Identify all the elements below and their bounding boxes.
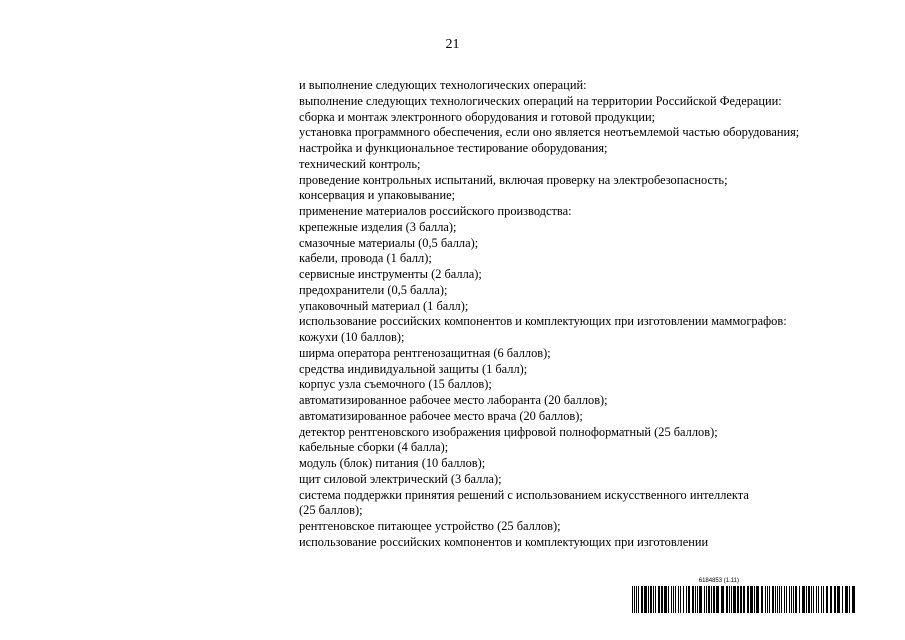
barcode-bar — [777, 586, 778, 613]
barcode-caption: 6184853 (1.11) — [698, 578, 739, 584]
barcode-bar — [661, 586, 663, 613]
barcode-bar — [671, 586, 672, 613]
barcode-bar — [680, 586, 681, 613]
barcode-bar — [756, 586, 759, 613]
barcode-bar — [721, 586, 724, 613]
barcode-bar — [852, 586, 855, 613]
barcode-bar — [653, 586, 654, 613]
barcode-bar — [830, 586, 832, 613]
text-line: упаковочный материал (1 балл); — [299, 298, 469, 313]
barcode-bar — [636, 586, 637, 613]
barcode-bar — [678, 586, 679, 613]
text-line: настройка и функциональное тестирование оборудования; — [299, 141, 608, 155]
barcode-bar — [688, 586, 690, 613]
text-line: модуль (блок) питания (10 баллов); — [299, 456, 486, 470]
barcode-bar — [726, 586, 728, 613]
barcode-block — [632, 578, 857, 614]
text-line: кабели, провода (1 балл); — [299, 251, 432, 266]
barcode-bar — [761, 586, 763, 613]
barcode-bar — [638, 586, 639, 613]
barcode-bar — [692, 586, 694, 613]
barcode-bar — [632, 586, 633, 613]
barcode-bar — [772, 586, 774, 613]
document-body — [299, 78, 889, 551]
barcode-bar — [806, 586, 807, 613]
text-line: использование российских компонентов и комплектующих при изготовлении маммографов: — [299, 314, 787, 329]
text-line: детектор рентгеновского изображения цифровой полноформатный (25 баллов); — [299, 424, 718, 439]
barcode-bar — [754, 586, 755, 613]
barcode-bar — [765, 586, 766, 613]
barcode-bar — [826, 586, 828, 613]
text-line: крепежные изделия (3 балла); — [299, 219, 457, 234]
barcode-bar — [695, 586, 696, 613]
text-line: технический контроль; — [299, 156, 421, 171]
text-line: щит силовой электрический (3 балла); — [299, 471, 502, 486]
barcode-bar — [699, 586, 702, 613]
text-line: выполнение следующих технологических операций на территории Российской Федерации: — [299, 93, 782, 108]
barcode-bar — [648, 586, 649, 613]
barcode-bar — [786, 586, 787, 613]
text-line: корпус узла съемочного (15 баллов); — [299, 377, 492, 392]
barcode-bar — [750, 586, 753, 613]
barcode-bar — [791, 586, 792, 613]
barcode-bar — [697, 586, 698, 613]
text-line: применение материалов российского производства: — [299, 204, 572, 218]
barcode-bar — [733, 586, 736, 613]
barcode-bar — [769, 586, 770, 613]
text-line: установка программного обеспечения, если оно является неотъемлемой частью оборудования; — [299, 125, 800, 140]
barcode-bar — [842, 586, 843, 613]
barcode-bar — [747, 586, 749, 613]
barcode-bar — [716, 586, 719, 613]
barcode-bar — [673, 586, 674, 613]
text-line: проведение контрольных испытаний, включая проверку на электробезопасность; — [299, 172, 728, 187]
barcode-bar — [849, 586, 850, 613]
barcode-image — [632, 586, 857, 613]
text-line: кожухи (10 баллов); — [299, 330, 405, 344]
text-line: средства индивидуальной защиты (1 балл); — [299, 361, 528, 376]
barcode-bar — [644, 586, 647, 613]
barcode-bar — [837, 586, 840, 613]
barcode-bar — [641, 586, 643, 613]
barcode-bar — [795, 586, 797, 613]
barcode-bar — [704, 586, 705, 613]
text-line: (25 баллов); — [299, 503, 363, 518]
barcode-bar — [821, 586, 822, 613]
barcode-bar — [650, 586, 652, 613]
text-line: сервисные инструменты (2 балла); — [299, 267, 482, 281]
barcode-bar — [743, 586, 745, 613]
text-line: сборка и монтаж электронного оборудования и готовой продукции; — [299, 109, 656, 124]
page-number: 21 — [445, 37, 460, 52]
barcode-bar — [781, 586, 782, 613]
text-line: использование российских компонентов и комплектующих при изготовлении — [299, 534, 709, 549]
barcode-bar — [711, 586, 712, 613]
barcode-bar — [675, 586, 676, 613]
barcode-bar — [767, 586, 768, 613]
text-line: автоматизированное рабочее место лаборанта (20 баллов); — [299, 393, 608, 407]
barcode-bar — [708, 586, 710, 613]
barcode-bar — [799, 586, 800, 613]
barcode-bar — [775, 586, 776, 613]
barcode-bar — [683, 586, 684, 613]
barcode-bar — [845, 586, 848, 613]
text-line: рентгеновское питающее устройство (25 баллов); — [299, 519, 561, 533]
text-line: и выполнение следующих технологических операций: — [299, 78, 587, 92]
barcode-bar — [658, 586, 660, 613]
barcode-bar — [802, 586, 805, 613]
barcode-bar — [731, 586, 732, 613]
barcode-bar — [808, 586, 810, 613]
barcode-bar — [634, 586, 635, 613]
barcode-bar — [823, 586, 824, 613]
text-line: консервация и упаковывание; — [299, 188, 456, 203]
barcode-bar — [793, 586, 794, 613]
barcode-bar — [655, 586, 656, 613]
text-line: кабельные сборки (4 балла); — [299, 440, 449, 455]
barcode-bar — [686, 586, 687, 613]
barcode-bar — [713, 586, 715, 613]
barcode-bar — [816, 586, 817, 613]
barcode-bar — [706, 586, 707, 613]
barcode-bar — [811, 586, 812, 613]
barcode-bar — [737, 586, 739, 613]
text-line: смазочные материалы (0,5 балла); — [299, 235, 479, 250]
barcode-bar — [834, 586, 836, 613]
text-line: предохранители (0,5 балла); — [299, 282, 448, 297]
text-line: система поддержки принятия решений с использованием искусственного интеллекта — [299, 487, 749, 502]
text-line: ширма оператора рентгенозащитная (6 баллов); — [299, 345, 551, 360]
barcode-bar — [668, 586, 669, 613]
barcode-bar — [818, 586, 819, 613]
barcode-bar — [813, 586, 814, 613]
barcode-bar — [740, 586, 742, 613]
barcode-bar — [729, 586, 730, 613]
barcode-bar — [789, 586, 790, 613]
text-line: автоматизированное рабочее место врача (20 баллов); — [299, 408, 583, 423]
barcode-bar — [664, 586, 667, 613]
barcode-bar — [784, 586, 785, 613]
barcode-bar — [779, 586, 780, 613]
